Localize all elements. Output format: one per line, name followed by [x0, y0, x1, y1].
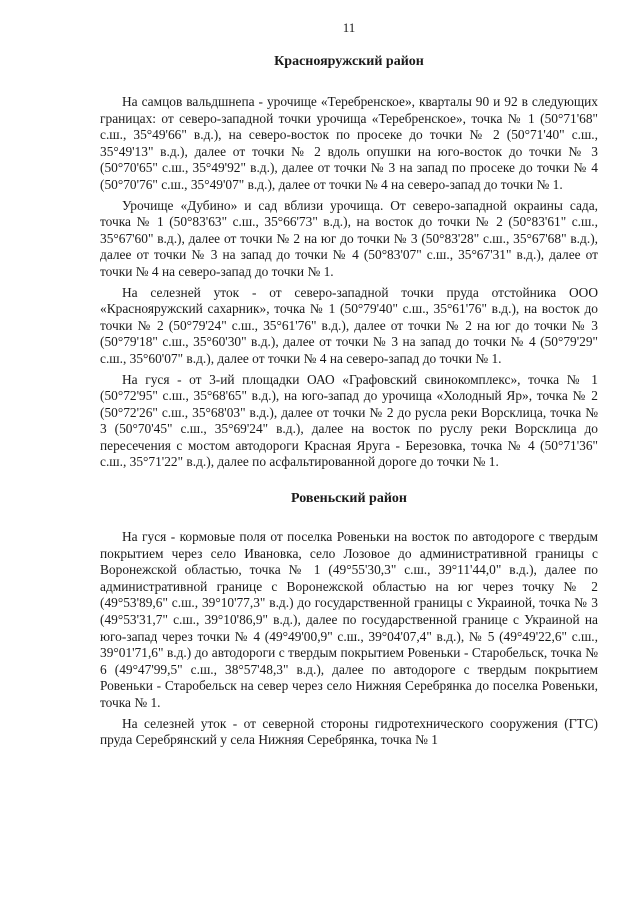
paragraph: На гуся - кормовые поля от поселка Ровеньки на восток по автодороге с твердым покрытием через село Ивановка, село Лозовое до административной границы с Воронежской областью, точка № 1 (49°55'30,3" с.ш., 39°11'44,0" в.д.), далее по административной границе с Воронежской областью на юг через точку № 2 (49°53'89,6" с.ш., 39°10'77,3" в.д.) до государственной границы с Украиной, точка № 3 (49°53'31,7" с.ш., 39°10'86,9" в.д.), далее по государственной границе с Украиной на юго-запад через точки № 4 (49°49'00,9" с.ш., 39°04'07,4" в.д.), № 5 (49°49'22,6" с.ш., 39°01'71,6" в.д.) до автодороги с твердым покрытием Ровеньки - Старобельск, точка № 6 (49°47'99,5" с.ш., 38°57'48,3" в.д.), далее по автодороге с твердым покрытием Ровеньки - Старобельск на север через село Нижняя Серебрянка до поселка Ровеньки, точка № 1.	[100, 529, 598, 710]
paragraph: На самцов вальдшнепа - урочище «Теребренское», кварталы 90 и 92 в следующих границах: от северо-западной точки урочища «Теребренское», точка № 1 (50°71'68" с.ш., 35°49'66" в.д.), на северо-восток по просеке до точки № 2 (50°71'40" с.ш., 35°49'13" в.д.), далее от точки № 2 вдоль опушки на юго-восток до точки № 3 (50°70'65" с.ш., 35°49'92" в.д.), далее от точки № 3 на запад по просеке до точки № 4 (50°70'76" с.ш., 35°49'07" в.д.), далее от точки № 4 на северо-запад до точки № 1.	[100, 94, 598, 192]
paragraph: На гуся - от 3-ий площадки ОАО «Графовский свинокомплекс», точка № 1 (50°72'95" с.ш., 35°68'65" в.д.), на юго-запад до урочища «Холодный Яр», точка № 2 (50°72'26" с.ш., 35°68'03" в.д.), далее от точки № 2 до русла реки Ворсклица, точка № 3 (50°70'45" с.ш., 35°69'24" в.д.), далее на восток по руслу реки Ворсклица до пересечения с мостом автодороги Красная Яруга - Березовка, точка № 4 (50°71'36" с.ш., 35°71'22" в.д.), далее по асфальтированной дороге до точки № 1.	[100, 371, 598, 470]
section-krasnoyaruzhsky	[100, 54, 598, 471]
section-title: Краснояружский район	[274, 54, 424, 69]
section-rovensky	[100, 491, 598, 749]
paragraph: Урочище «Дубино» и сад вблизи урочища. От северо-западной окраины сада, точка № 1 (50°83'63" с.ш., 35°66'73" в.д.), на восток до точки № 2 (50°83'61" с.ш., 35°67'60" в.д.), далее от точки № 2 на юг до точки № 3 (50°83'28" с.ш., 35°67'68" в.д.), далее от точки № 3 на запад до точки № 4 (50°83'07" с.ш., 35°67'31" в.д.), далее от точки № 4 на северо-запад до точки № 1.	[100, 197, 598, 279]
page-number: 11	[342, 20, 356, 35]
section-title: Ровеньский район	[291, 491, 407, 507]
paragraph: На селезней уток - от северо-западной точки пруда отстойника ООО «Краснояружский сахарник», точка № 1 (50°79'40" с.ш., 35°61'76" в.д.), на восток до точки № 2 (50°79'24" с.ш., 35°61'76" в.д.), далее от точки № 2 на юг до точки № 3 (50°79'18" с.ш., 35°60'30" в.д.), далее от точки № 3 на запад до точки № 4 (50°79'29" с.ш., 35°60'07" в.д.), далее от точки № 4 на северо-запад до точки № 1.	[100, 284, 598, 366]
paragraph: На селезней уток - от северной стороны гидротехнического сооружения (ГТС) пруда Серебрянский у села Нижняя Серебрянка, точка № 1	[100, 715, 598, 748]
